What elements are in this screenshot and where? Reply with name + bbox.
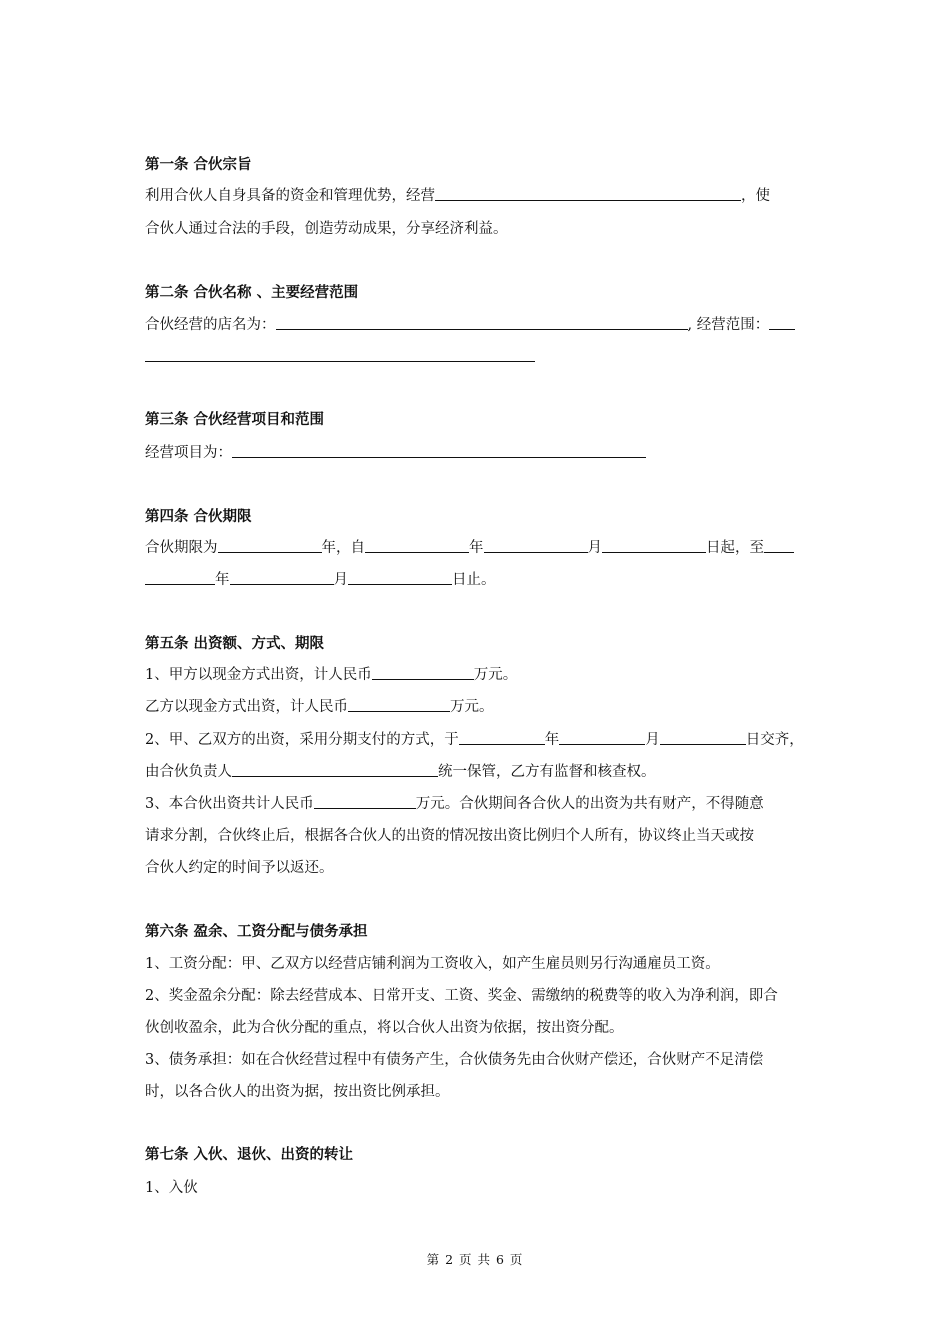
article-6-line-2: 2、奖金盈余分配：除去经营成本、日常开支、工资、奖金、需缴纳的税费等的收入为净利润，即合 bbox=[145, 988, 778, 1004]
article-6-line-5: 时，以各合伙人的出资为据，按出资比例承担。 bbox=[145, 1084, 450, 1100]
blank-end-month[interactable] bbox=[230, 570, 334, 585]
article-6-line-1: 1、工资分配：甲、乙双方以经营店铺利润为工资收入，如产生雇员则另行沟通雇员工资。 bbox=[145, 956, 720, 972]
blank-start-day[interactable] bbox=[602, 538, 706, 553]
article-5-line-3: 2、甲、乙双方的出资，采用分期支付的方式，于 年 月 日交齐， bbox=[145, 732, 804, 748]
article-5-line-5: 3、本合伙出资共计人民币 万元。合伙期间各合伙人的出资为共有财产，不得随意 bbox=[145, 796, 764, 812]
blank-start-year[interactable] bbox=[365, 538, 469, 553]
article-2-line-2 bbox=[145, 347, 535, 367]
article-7-line-1: 1、入伙 bbox=[145, 1180, 198, 1196]
article-1-line-2: 合伙人通过合法的手段，创造劳动成果，分享经济利益。 bbox=[145, 221, 508, 237]
blank-project[interactable] bbox=[232, 443, 646, 458]
article-2-title: 第二条 合伙名称 、主要经营范围 bbox=[145, 285, 359, 301]
article-3-line-1: 经营项目为： bbox=[145, 443, 646, 463]
blank-years[interactable] bbox=[218, 538, 322, 553]
blank-end-day[interactable] bbox=[348, 570, 452, 585]
article-6-line-3: 伙创收盈余，此为合伙分配的重点，将以合伙人出资为依据，按出资分配。 bbox=[145, 1020, 624, 1036]
blank-scope-start[interactable] bbox=[769, 315, 795, 330]
article-6-line-4: 3、债务承担：如在合伙经营过程中有债务产生，合伙债务先由合伙财产偿还，合伙财产不足清偿 bbox=[145, 1052, 764, 1068]
blank-custodian[interactable] bbox=[232, 762, 438, 777]
article-5-line-6: 请求分割，合伙终止后，根据各合伙人的出资的情况按出资比例归个人所有，协议终止当天或按 bbox=[145, 828, 754, 844]
article-4-line-2: 年 月 日止。 bbox=[145, 570, 496, 590]
blank-party-a-amount[interactable] bbox=[372, 665, 474, 680]
article-2-line-1: 合伙经营的店名为： , 经营范围： bbox=[145, 315, 795, 335]
article-3-title: 第三条 合伙经营项目和范围 bbox=[145, 412, 325, 428]
blank-start-month[interactable] bbox=[484, 538, 588, 553]
blank-shop-name[interactable] bbox=[276, 315, 688, 330]
article-5-line-7: 合伙人约定的时间予以返还。 bbox=[145, 860, 334, 876]
blank-pay-year[interactable] bbox=[459, 730, 545, 745]
article-5-title: 第五条 出资额、方式、期限 bbox=[145, 636, 325, 652]
article-5-line-4: 由合伙负责人 统一保管，乙方有监督和核查权。 bbox=[145, 764, 656, 780]
article-6-title: 第六条 盈余、工资分配与债务承担 bbox=[145, 924, 368, 940]
blank-party-b-amount[interactable] bbox=[348, 697, 450, 712]
article-1-title: 第一条 合伙宗旨 bbox=[145, 157, 252, 173]
blank-end-year-start[interactable] bbox=[764, 538, 794, 553]
article-4-line-1: 合伙期限为 年，自 年 月 日起，至 bbox=[145, 538, 794, 558]
page-footer: 第 2 页 共 6 页 bbox=[426, 1252, 524, 1267]
article-7-title: 第七条 入伙、退伙、出资的转让 bbox=[145, 1147, 354, 1163]
blank-total-amount[interactable] bbox=[314, 794, 416, 809]
blank-pay-month[interactable] bbox=[559, 730, 645, 745]
blank-end-year[interactable] bbox=[145, 570, 215, 585]
blank-scope-cont[interactable] bbox=[145, 347, 535, 362]
article-5-line-1: 1、甲方以现金方式出资，计人民币 万元。 bbox=[145, 667, 518, 683]
article-4-title: 第四条 合伙期限 bbox=[145, 509, 252, 525]
article-1-line-1: 利用合伙人自身具备的资金和管理优势，经营 ，使 bbox=[145, 188, 770, 204]
blank-business[interactable] bbox=[435, 186, 741, 201]
blank-pay-day[interactable] bbox=[660, 730, 746, 745]
article-5-line-2: 乙方以现金方式出资，计人民币 万元。 bbox=[145, 699, 494, 715]
